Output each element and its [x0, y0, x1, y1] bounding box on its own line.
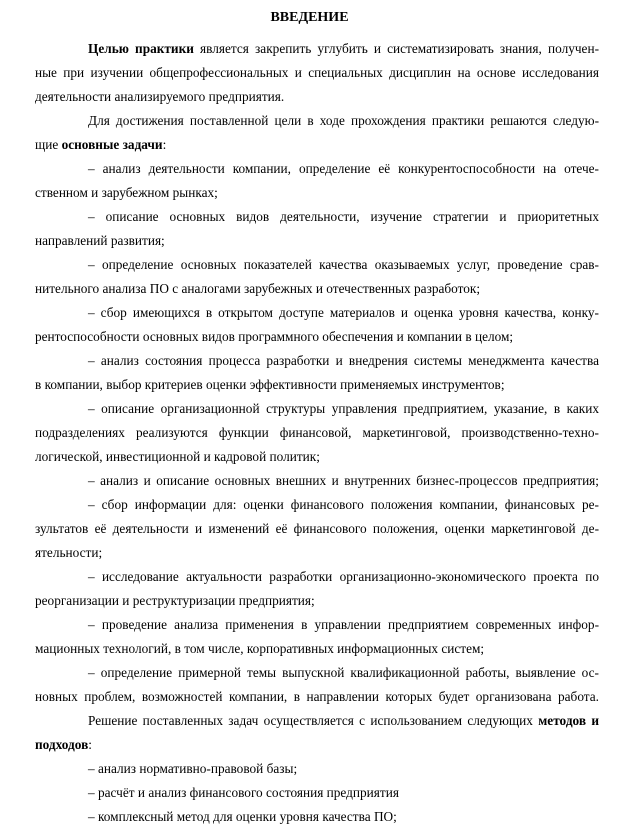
list-item-line: – сбор информации для: оценки финансового положения компании, финансовых ре- — [88, 497, 599, 512]
list-item-line: – определение примерной темы выпускной квалификационной работы, выявление ос- — [88, 665, 599, 680]
list-item-line: – анализ деятельности компании, определение её конкурентоспособности на отече- — [88, 161, 599, 176]
list-item-line: подразделениях реализуются функции финансовой, маркетинговой, производственно-техно- — [35, 425, 599, 440]
list-item-line: новных проблем, возможностей компании, в направлении которых будет организована работа. — [35, 689, 599, 704]
list-item-line: ственном и зарубежном рынках; — [35, 185, 218, 200]
list-item-line: зультатов её деятельности и изменений её финансового положения, оценки маркетинговой де- — [35, 521, 599, 536]
list-item-line: в компании, выбор критериев оценки эффективности применяемых инструментов; — [35, 377, 505, 392]
list-item-line: – расчёт и анализ финансового состояния предприятия — [88, 785, 399, 800]
list-item-line: – анализ и описание основных внешних и внутренних бизнес-процессов предприятия; — [88, 473, 599, 488]
bold-term: подходов — [35, 737, 89, 752]
text-line: щие основные задачи: — [35, 137, 167, 152]
list-item-line: – сбор имеющихся в открытом доступе материалов и оценка уровня качества, конку- — [88, 305, 599, 320]
text-line: подходов: — [35, 737, 92, 752]
list-item-line: мационных технологий, в том числе, корпоративных информационных систем; — [35, 641, 485, 656]
bold-term: Целью практики — [88, 41, 194, 56]
list-item-line: реорганизации и реструктуризации предприятия; — [35, 593, 315, 608]
list-item-line: – анализ состояния процесса разработки и внедрения системы менеджмента качества — [88, 353, 599, 368]
document-title: ВВЕДЕНИЕ — [270, 10, 349, 25]
bold-term: основные задачи — [61, 137, 163, 152]
list-item-line: нительного анализа ПО с аналогами зарубежных и отечественных разработок; — [35, 281, 481, 296]
list-item-line: – анализ нормативно-правовой базы; — [88, 761, 298, 776]
list-item-line: логической, инвестиционной и кадровой политик; — [35, 449, 320, 464]
text-line: ные при изучении общепрофессиональных и специальных дисциплин на основе исследования — [35, 65, 599, 80]
text-line: деятельности анализируемого предприятия. — [35, 89, 285, 104]
bold-term: методов и — [538, 713, 599, 728]
list-item-line: ятельности; — [35, 545, 103, 560]
list-item-line: – проведение анализа применения в управлении предприятием современных инфор- — [88, 617, 599, 632]
list-item-line: – комплексный метод для оценки уровня качества ПО; — [88, 809, 397, 824]
list-item-line: направлений развития; — [35, 233, 165, 248]
list-item-line: – определение основных показателей качества оказываемых услуг, проведение срав- — [88, 257, 599, 272]
list-item-line: – описание организационной структуры управления предприятием, указание, в каких — [88, 401, 599, 416]
list-item-line: – исследование актуальности разработки организационно-экономического проекта по — [88, 569, 599, 584]
list-item-line: – описание основных видов деятельности, изучение стратегии и приоритетных — [88, 209, 599, 224]
text-line: Для достижения поставленной цели в ходе прохождения практики решаются следую- — [88, 113, 599, 128]
list-item-line: рентоспособности основных видов программного обеспечения и компании в целом; — [35, 329, 514, 344]
text-line: Целью практики является закрепить углубить и систематизировать знания, получен- — [88, 41, 599, 56]
text-line: Решение поставленных задач осуществляется с использованием следующих методов и — [88, 713, 599, 728]
